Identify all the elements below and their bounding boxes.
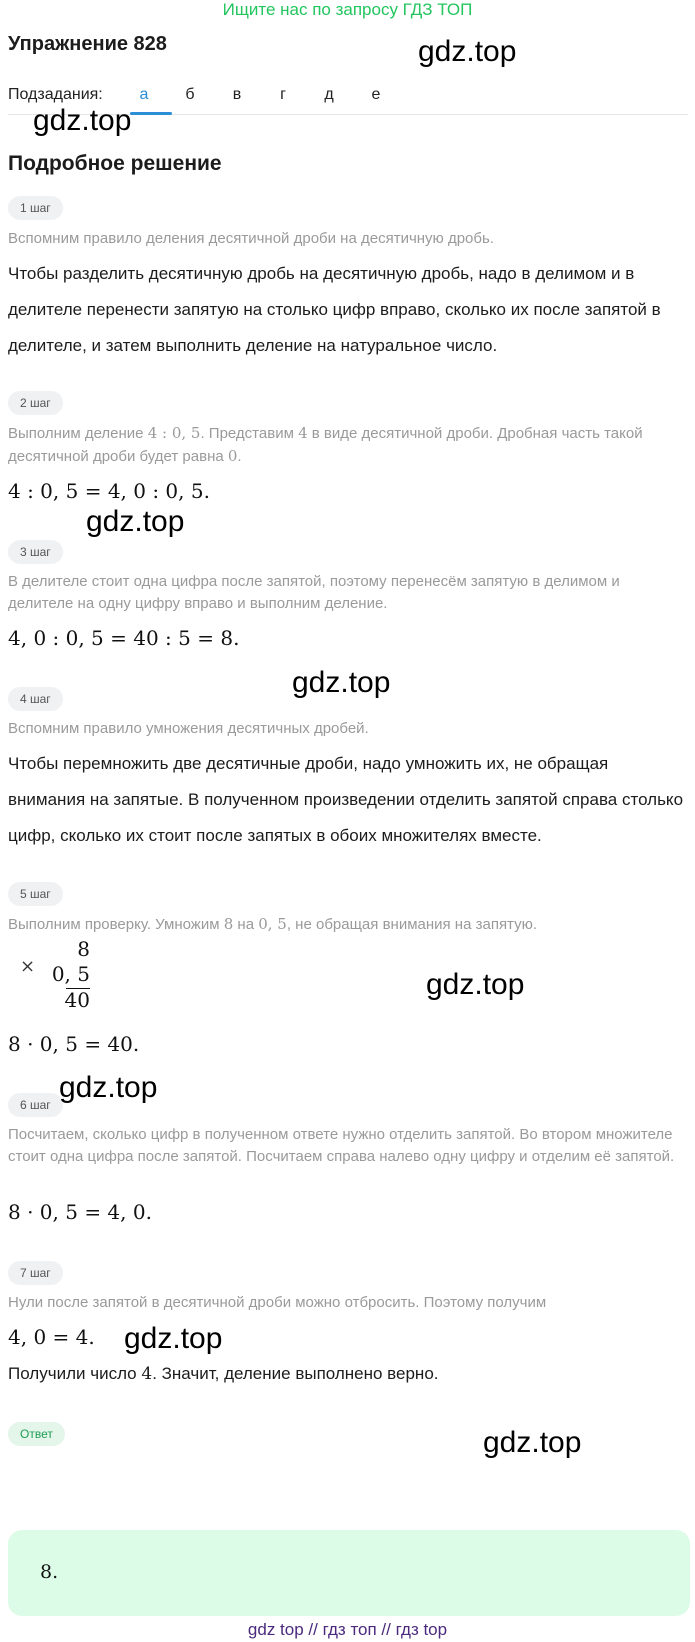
watermark: gdz.top — [86, 505, 185, 538]
watermark: gdz.top — [418, 35, 517, 68]
step-5-hint: Выполним проверку. Умножим 8 на 0, 5, не обращая внимания на запятую. — [8, 915, 538, 933]
tab-g[interactable]: г — [280, 86, 286, 103]
column-bottom-factor: 0, 5 — [51, 962, 90, 986]
step-1-badge: 1 шаг — [8, 196, 63, 220]
answer-value: 8. — [40, 1561, 59, 1583]
footer-links[interactable]: gdz top // гдз топ // гдз top — [247, 1620, 448, 1639]
watermark: gdz.top — [426, 968, 525, 1001]
step-7-formula: 4, 0 = 4. — [8, 1325, 95, 1349]
tab-v[interactable]: в — [232, 86, 242, 103]
step-6-badge: 6 шаг — [8, 1093, 63, 1117]
watermark: gdz.top — [292, 666, 391, 699]
subtasks-label: Подзадания: — [8, 86, 103, 103]
tab-d[interactable]: д — [324, 86, 334, 103]
tab-b[interactable]: б — [185, 86, 195, 103]
search-banner: Ищите нас по запросу ГДЗ ТОП — [222, 0, 473, 19]
step-3-badge: 3 шаг — [8, 540, 63, 564]
tab-a[interactable]: а — [139, 86, 149, 103]
step-7-hint: Нули после запятой в десятичной дроби можно отбросить. Поэтому получим — [8, 1294, 547, 1311]
step-4-badge: 4 шаг — [8, 687, 63, 711]
column-top-factor: 8 — [77, 937, 90, 961]
step-4-hint: Вспомним правило умножения десятичных дробей. — [8, 720, 369, 737]
answer-badge: Ответ — [8, 1422, 65, 1446]
multiply-sign: × — [20, 956, 36, 977]
watermark: gdz.top — [33, 104, 132, 137]
answer-box — [8, 1530, 690, 1616]
step-2-hint: Выполним деление 4 : 0, 5. Представим 4 в виде десятичной дроби. Дробная часть такой десятичной дроби будет равна 0. — [8, 424, 643, 465]
active-tab-underline — [130, 112, 172, 115]
step-6-formula: 8 · 0, 5 = 4, 0. — [8, 1200, 152, 1224]
step-3-formula: 4, 0 : 0, 5 = 40 : 5 = 8. — [8, 626, 240, 650]
step-5-formula: 8 · 0, 5 = 40. — [8, 1032, 140, 1056]
step-1-hint: Вспомним правило деления десятичной дроби на десятичную дробь. — [8, 230, 494, 247]
watermark: gdz.top — [59, 1071, 158, 1104]
tab-e[interactable]: е — [371, 86, 381, 103]
step-4-rule: Чтобы перемножить две десятичные дроби, надо умножить их, не обращая внимания на запятые. В полученном произведении отделить запятой справа столько цифр, сколько их стоит после запятых в обоих множителях вместе. — [8, 754, 684, 845]
section-title: Подробное решение — [8, 152, 222, 175]
step-7-badge: 7 шаг — [8, 1261, 63, 1285]
step-7-conclusion: Получили число 4. Значит, деление выполнено верно. — [8, 1364, 439, 1384]
step-6-hint: Посчитаем, сколько цифр в полученном ответе нужно отделить запятой. Во втором множителе стоит одна цифра после запятой. Посчитаем справа налево одну цифру и отделим её запятой. — [8, 1126, 675, 1165]
step-2-formula: 4 : 0, 5 = 4, 0 : 0, 5. — [8, 479, 210, 503]
watermark: gdz.top — [124, 1322, 223, 1355]
step-2-badge: 2 шаг — [8, 391, 63, 415]
page-title: Упражнение 828 — [8, 33, 167, 55]
step-5-badge: 5 шаг — [8, 882, 63, 906]
watermark: gdz.top — [483, 1426, 582, 1459]
step-1-rule: Чтобы разделить десятичную дробь на десятичную дробь, надо в делимом и в делителе перенести запятую на столько цифр вправо, сколько их после запятой в делителе, и затем выполнить деление на натуральное число. — [8, 264, 661, 355]
column-result: 40 — [64, 988, 90, 1012]
step-3-hint: В делителе стоит одна цифра после запятой, поэтому перенесём запятую в делимом и делителе на одну цифру вправо и выполним деление. — [8, 573, 620, 612]
